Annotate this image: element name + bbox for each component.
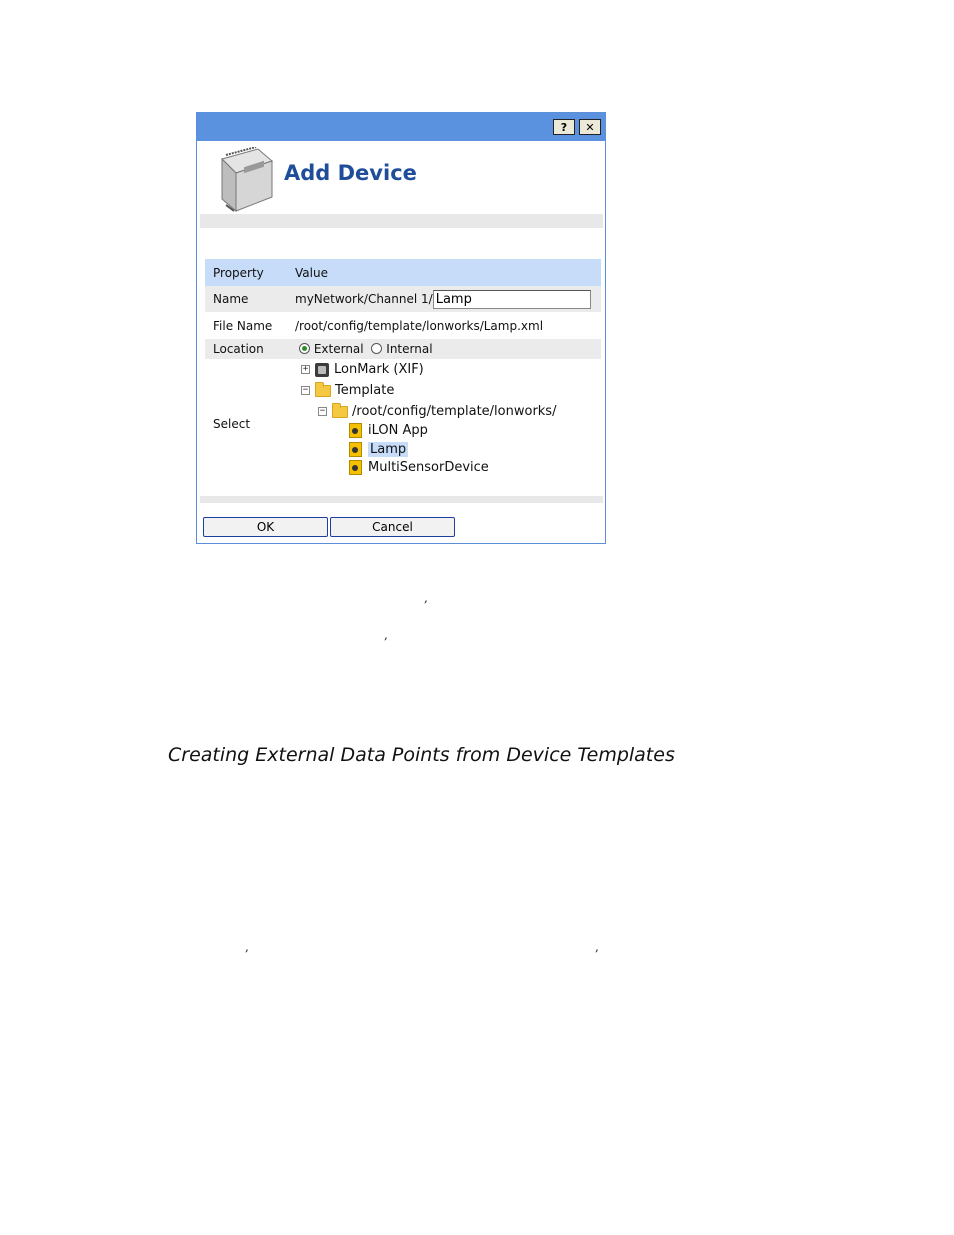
help-icon: ? (560, 120, 568, 134)
internal-radio[interactable] (371, 343, 382, 354)
name-label: Name (205, 286, 287, 312)
add-device-dialog (196, 112, 606, 544)
cancel-button[interactable]: Cancel (330, 517, 455, 537)
dialog-titlebar (197, 113, 605, 141)
tree-node-label-selected[interactable]: Lamp (370, 442, 407, 457)
tree-node-multisensor[interactable] (349, 460, 489, 475)
header-value: Value (287, 259, 601, 286)
template-tree (295, 362, 593, 486)
folder-icon (315, 385, 331, 397)
location-label: Location (205, 339, 287, 359)
file-name-value: /root/config/template/lonworks/Lamp.xml (287, 312, 601, 339)
header-property: Property (205, 259, 287, 286)
tree-node-ilon-app[interactable] (349, 423, 428, 438)
separator-bar (200, 496, 603, 503)
doc-mark: , (245, 940, 249, 954)
select-tree-cell (287, 359, 601, 489)
name-prefix: myNetwork/Channel 1/ (295, 291, 433, 306)
device-module-icon (214, 147, 276, 213)
tree-node-label[interactable]: LonMark (XIF) (334, 362, 424, 377)
tree-node-label[interactable]: Template (335, 383, 395, 398)
name-input[interactable]: Lamp (433, 290, 591, 309)
dialog-title: Add Device (284, 161, 417, 185)
table-row (205, 286, 601, 312)
table-row (205, 359, 601, 489)
device-template-icon (349, 423, 362, 438)
tree-node-label[interactable]: MultiSensorDevice (368, 460, 489, 475)
tree-node-label[interactable]: iLON App (368, 423, 428, 438)
internal-radio-label[interactable]: Internal (386, 342, 433, 356)
name-value-cell (287, 286, 601, 312)
file-name-label: File Name (205, 312, 287, 339)
table-row (205, 339, 601, 359)
select-label: Select (205, 359, 287, 489)
location-value-cell (287, 339, 601, 359)
collapse-icon[interactable]: − (319, 406, 326, 416)
section-caption: Creating External Data Points from Device Templates (168, 744, 675, 766)
close-button[interactable] (579, 119, 601, 135)
doc-mark: , (384, 628, 388, 642)
expand-icon[interactable]: + (302, 364, 309, 374)
help-button[interactable] (553, 119, 575, 135)
tree-node-lamp[interactable] (349, 442, 408, 457)
dialog-content (200, 143, 603, 543)
tree-node-lonmark[interactable] (301, 362, 424, 377)
property-table (205, 259, 601, 489)
close-icon: ✕ (585, 120, 595, 134)
device-template-icon (349, 460, 362, 475)
folder-icon (332, 406, 348, 418)
external-radio-label[interactable]: External (313, 342, 364, 356)
doc-mark: , (424, 591, 428, 605)
collapse-icon[interactable]: − (302, 385, 309, 395)
tree-node-label[interactable]: /root/config/template/lonworks/ (352, 404, 557, 419)
ok-button[interactable]: OK (203, 517, 328, 537)
doc-mark: , (595, 940, 599, 954)
separator-bar (200, 214, 603, 228)
device-template-icon (349, 442, 362, 457)
lonmark-icon (315, 363, 329, 377)
table-row (205, 312, 601, 339)
external-radio[interactable] (299, 343, 310, 354)
tree-node-template[interactable] (301, 383, 394, 398)
table-header-row (205, 259, 601, 286)
tree-node-lonworks-folder[interactable] (318, 404, 556, 419)
